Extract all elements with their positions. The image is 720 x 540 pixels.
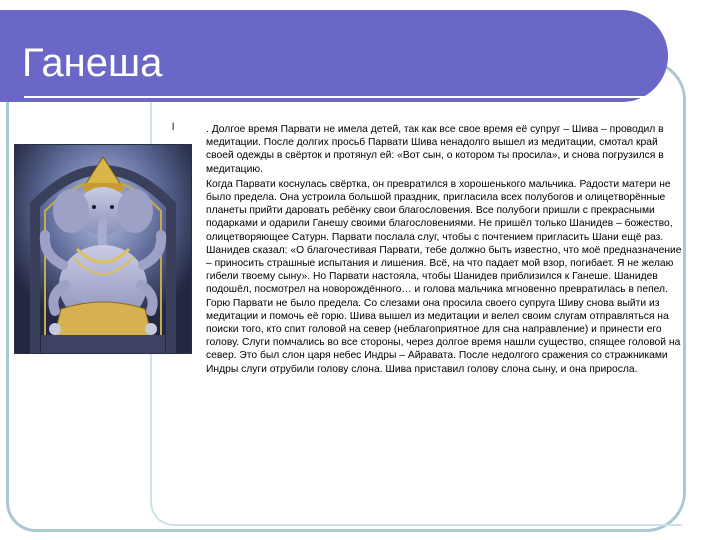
- body-text: [206, 123, 686, 376]
- paragraph-2: Когда Парвати коснулась свёртка, он превратился в хорошенького мальчика. Радости матери не было предела. Она устроила большой праздник, пригласила всех полубогов и олицетворённые планеты прийти даровать ребёнку свои благословения. Все полубоги пришли с прекрасными подарками и одарили Ганешу своими благословениями. Не пришёл только Шанидев – божество, олицетворяющее Сатурн. Парвати послала слуг, чтобы с почтением пригласить Шани ещё раз. Шанидев сказал: «О благочестивая Парвати, тебе должно быть известно, что моё предназначение – приносить страшные испытания и лишения. Всё, на что падает мой взор, погибает. Я не желаю гибели твоему сыну». Но Парвати настояла, чтобы Шанидев приблизился к Ганеше. Шанидев подошёл, посмотрел на новорождённого… и голова мальчика мгновенно превратилась в пепел. Горю Парвати не было предела. Со слезами она просила своего супруга Шиву снова выйти из медитации и помочь её горю. Шива вышел из медитации и велел своим слугам отправляться на поиски того, кто спит головой на север (неблагоприятное для сна направление) и принести его голову. Слуги помчались во все стороны, через долгое время нашли существо, спящее головой на север. Это был слон царя небес Индры – Айравата. После недолгого сражения со стражниками Индры слуги отрубили голову слона. Шива приставил голову слона сыну, и она приросла.: [206, 178, 682, 375]
- title-banner: [0, 10, 668, 102]
- paragraph-1: . Долгое время Парвати не имела детей, так как все свое время её супруг – Шива – проводил в медитации. После долгих просьб Парвати Шива ненадолго вышел из медитации, смотал край своей одежды в свёрток и протянул ей: «Вот сын, о котором ты просила», и снова погрузился в медитацию.: [206, 124, 664, 175]
- title-underline: [24, 96, 652, 98]
- ganesha-image: [14, 144, 192, 354]
- page-title: Ганеша: [22, 41, 163, 85]
- ganesha-illustration: [15, 145, 191, 353]
- bullet-marker: l: [172, 122, 175, 133]
